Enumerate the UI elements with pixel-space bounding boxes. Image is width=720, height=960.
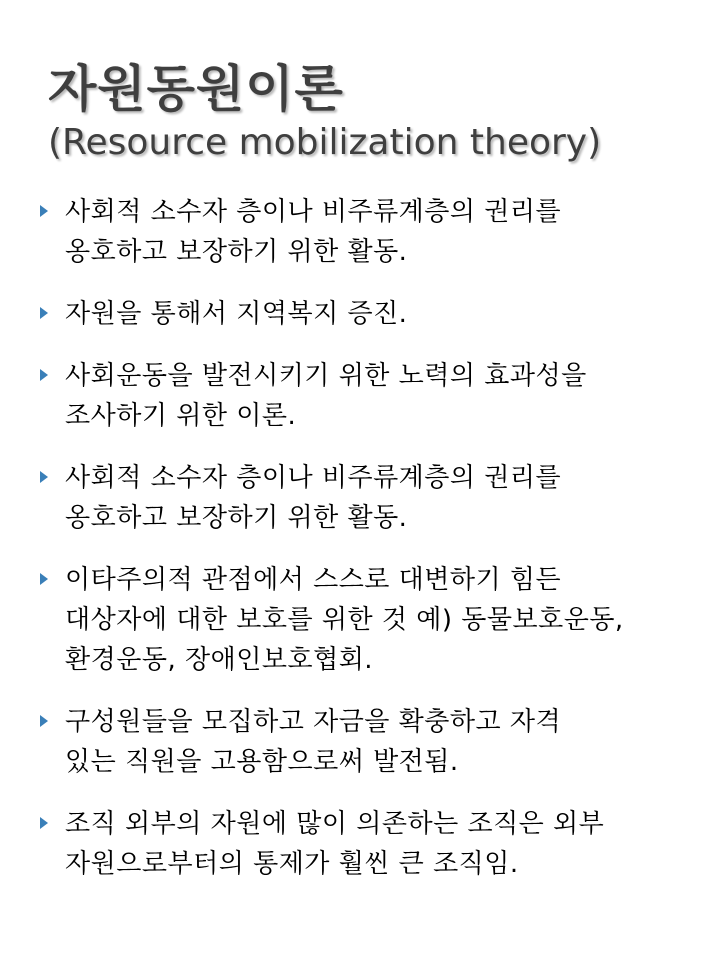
bullet-text: 이타주의적 관점에서 스스로 대변하기 힘든 대상자에 대한 보호를 위한 것 예) 동물보호운동, 환경운동, 장애인보호협회. <box>65 565 624 675</box>
triangle-right-icon <box>40 471 48 483</box>
bullet-item-4 <box>36 458 716 538</box>
bullet-item-3 <box>36 356 716 436</box>
bullet-item-2 <box>36 294 716 334</box>
bullet-item-7 <box>36 804 716 884</box>
bullet-text: 구성원들을 모집하고 자금을 확충하고 자격 있는 직원을 고용함으로써 발전됨. <box>65 707 562 777</box>
bullet-text: 사회적 소수자 층이나 비주류계층의 권리를 옹호하고 보장하기 위한 활동. <box>65 463 562 533</box>
bullet-text: 사회적 소수자 층이나 비주류계층의 권리를 옹호하고 보장하기 위한 활동. <box>65 197 562 267</box>
bullet-item-6 <box>36 702 716 782</box>
bullet-item-1 <box>36 192 716 272</box>
triangle-right-icon <box>40 369 48 381</box>
title-korean: 자원동원이론 <box>48 60 344 118</box>
triangle-right-icon <box>40 307 48 319</box>
triangle-right-icon <box>40 205 48 217</box>
bullet-item-5 <box>36 560 716 680</box>
bullet-text: 조직 외부의 자원에 많이 의존하는 조직은 외부 자원으로부터의 통제가 훨씬 큰 조직임. <box>65 809 605 879</box>
bullet-text: 자원을 통해서 지역복지 증진. <box>65 299 408 329</box>
triangle-right-icon <box>40 573 48 585</box>
triangle-right-icon <box>40 817 48 829</box>
bullet-text: 사회운동을 발전시키기 위한 노력의 효과성을 조사하기 위한 이론. <box>65 361 587 431</box>
triangle-right-icon <box>40 715 48 727</box>
bullet-list <box>36 192 716 906</box>
slide-title <box>48 58 708 166</box>
title-english: (Resource mobilization theory) <box>48 122 602 163</box>
